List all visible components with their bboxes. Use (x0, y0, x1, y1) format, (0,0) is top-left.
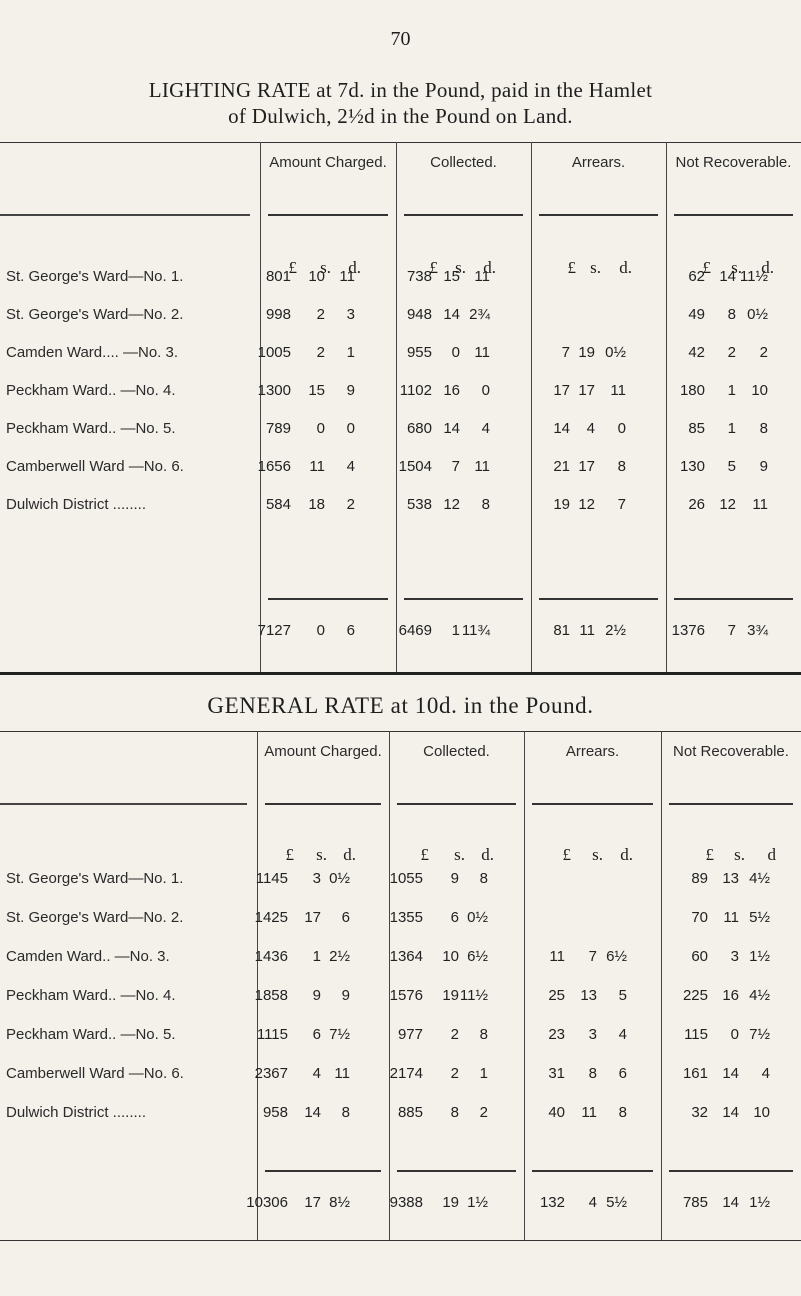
lighting-cell-not-recoverable: 49 (688, 306, 705, 323)
general-cell-charged: 2367 (254, 1065, 288, 1082)
general-cell-collected: 1364 (389, 948, 423, 965)
general-cell-collected: 977 (397, 1026, 423, 1043)
lighting-row-label: Peckham Ward.. —No. 5. (6, 420, 176, 437)
general-cell-collected: 1355 (389, 909, 423, 926)
lighting-total-rule (268, 598, 388, 600)
lighting-cell-collected: 14 (443, 420, 460, 437)
general-total-not-recoverable: 14 (722, 1194, 739, 1211)
general-cell-arrears: 7 (588, 948, 597, 965)
lighting-cell-charged: 801 (265, 268, 291, 285)
lighting-row-label: Camden Ward.... —No. 3. (6, 344, 179, 361)
general-total-collected: 19 (442, 1194, 459, 1211)
general-col-divider (661, 731, 662, 1240)
general-cell-not-recoverable: 14 (722, 1104, 739, 1121)
lighting-cell-collected: 1504 (398, 458, 432, 475)
lighting-cell-not-recoverable: 26 (688, 496, 705, 513)
lighting-cell-not-recoverable: 42 (688, 344, 705, 361)
general-cell-not-recoverable: 115 (684, 1026, 708, 1043)
general-cell-charged: 6 (341, 909, 350, 926)
general-unit-pence: d. (620, 845, 633, 864)
lighting-total-arrears: 81 (553, 622, 570, 639)
general-total-arrears: 132 (539, 1194, 565, 1211)
lighting-cell-collected: 738 (406, 268, 432, 285)
lighting-total-collected: 11¾ (461, 622, 490, 639)
general-total-collected: 9388 (389, 1194, 423, 1211)
lighting-total-not-recoverable: 3¾ (747, 622, 768, 639)
lighting-cell-collected: 1102 (399, 382, 432, 399)
general-unit-pounds: £ (562, 845, 571, 864)
general-unit-pence: d. (481, 845, 494, 864)
general-cell-arrears: 5 (618, 987, 627, 1004)
general-cell-not-recoverable: 10 (753, 1104, 770, 1121)
lighting-cell-not-recoverable: 9 (759, 458, 768, 475)
general-col-divider (524, 731, 525, 1240)
lighting-total-rule (674, 598, 793, 600)
lighting-cell-arrears: 0 (617, 420, 626, 437)
lighting-title-line1: LIGHTING RATE at 7d. in the Pound, paid in the Hamlet (148, 78, 653, 102)
general-unit-shillings: s. (454, 845, 465, 864)
general-stub-rule (0, 803, 247, 805)
general-cell-charged: 7½ (329, 1026, 350, 1043)
lighting-cell-collected: 680 (406, 420, 432, 437)
lighting-cell-arrears: 7 (617, 496, 626, 513)
general-total-charged: 17 (304, 1194, 321, 1211)
general-cell-not-recoverable: 3 (730, 948, 739, 965)
general-col-divider (389, 731, 390, 1240)
lighting-cell-arrears: 8 (617, 458, 626, 475)
general-total-rule (532, 1170, 653, 1172)
lighting-cell-arrears: 19 (578, 344, 595, 361)
general-cell-arrears: 13 (580, 987, 597, 1004)
general-header-arrears: Arrears. (565, 743, 620, 760)
lighting-unit-shillings: s. (590, 258, 601, 277)
lighting-cell-collected: 4 (481, 420, 490, 437)
general-cell-not-recoverable: 11 (723, 909, 739, 926)
general-cell-not-recoverable: 70 (691, 909, 708, 926)
general-total-charged: 10306 (246, 1194, 288, 1211)
general-cell-arrears: 8 (588, 1065, 597, 1082)
lighting-total-charged: 6 (346, 622, 355, 639)
general-cell-not-recoverable: 60 (691, 948, 708, 965)
lighting-cell-collected: 2¾ (469, 306, 490, 323)
general-cell-charged: 1425 (254, 909, 288, 926)
general-cell-charged: 2½ (329, 948, 350, 965)
general-total-rule (265, 1170, 381, 1172)
lighting-row-label: Peckham Ward.. —No. 4. (6, 382, 176, 399)
general-unit-shillings: s. (592, 845, 603, 864)
lighting-cell-charged: 1300 (257, 382, 291, 399)
general-cell-charged: 1115 (256, 1026, 288, 1043)
lighting-cell-charged: 0 (316, 420, 325, 437)
general-row-label: Camberwell Ward —No. 6. (6, 1065, 184, 1082)
lighting-cell-charged: 1005 (257, 344, 291, 361)
lighting-unit-pounds: £ (429, 258, 438, 277)
general-cell-arrears: 3 (588, 1026, 597, 1043)
general-cell-charged: 11 (334, 1065, 350, 1082)
general-rate-title: GENERAL RATE at 10d. in the Pound. (207, 693, 594, 718)
general-cell-charged: 0½ (329, 870, 350, 887)
general-total-rule (397, 1170, 516, 1172)
lighting-cell-charged: 789 (265, 420, 291, 437)
lighting-cell-not-recoverable: 1 (727, 382, 736, 399)
lighting-cell-charged: 11 (339, 268, 355, 285)
lighting-header-underline (404, 214, 523, 216)
general-row-label: Dulwich District ........ (6, 1104, 147, 1121)
general-cell-not-recoverable: 4½ (749, 987, 770, 1004)
lighting-row-label: St. George's Ward—No. 2. (6, 306, 184, 323)
lighting-cell-charged: 15 (308, 382, 325, 399)
lighting-cell-not-recoverable: 180 (679, 382, 705, 399)
general-header-underline (265, 803, 381, 805)
general-cell-not-recoverable: 161 (682, 1065, 708, 1082)
lighting-header-underline (674, 214, 793, 216)
page-number: 70 (390, 28, 411, 50)
general-cell-not-recoverable: 0 (730, 1026, 739, 1043)
general-cell-charged: 958 (262, 1104, 288, 1121)
lighting-cell-collected: 14 (443, 306, 460, 323)
lighting-cell-collected: 538 (406, 496, 432, 513)
lighting-cell-collected: 0 (451, 344, 460, 361)
lighting-cell-not-recoverable: 5 (727, 458, 736, 475)
lighting-cell-collected: 11 (474, 458, 490, 475)
lighting-cell-charged: 0 (346, 420, 355, 437)
lighting-stub-rule (0, 214, 250, 216)
general-cell-not-recoverable: 5½ (749, 909, 770, 926)
general-cell-arrears: 6 (618, 1065, 627, 1082)
lighting-header-collected: Collected. (430, 154, 497, 171)
lighting-rate-title (0, 77, 801, 129)
general-cell-collected: 8 (450, 1104, 459, 1121)
general-cell-arrears: 25 (548, 987, 565, 1004)
general-cell-not-recoverable: 89 (691, 870, 708, 887)
lighting-top-rule (0, 142, 801, 143)
lighting-cell-not-recoverable: 0½ (747, 306, 768, 323)
general-cell-arrears: 23 (548, 1026, 565, 1043)
lighting-cell-not-recoverable: 11½ (739, 268, 768, 285)
general-cell-arrears: 11 (581, 1104, 597, 1121)
lighting-total-charged: 7127 (257, 622, 291, 639)
lighting-cell-charged: 2 (346, 496, 355, 513)
lighting-row-label: St. George's Ward—No. 1. (6, 268, 184, 285)
lighting-total-collected: 6469 (398, 622, 432, 639)
lighting-cell-not-recoverable: 2 (759, 344, 768, 361)
lighting-unit-shillings: s. (731, 258, 742, 277)
general-total-not-recoverable: 1½ (749, 1194, 770, 1211)
lighting-unit-pence: d. (348, 258, 361, 277)
general-header-underline (669, 803, 793, 805)
lighting-cell-arrears: 4 (586, 420, 595, 437)
general-cell-collected: 6 (450, 909, 459, 926)
lighting-col-divider (666, 142, 667, 672)
general-col-divider (257, 731, 258, 1240)
lighting-cell-collected: 12 (443, 496, 460, 513)
lighting-cell-charged: 2 (316, 344, 325, 361)
lighting-cell-collected: 7 (451, 458, 460, 475)
general-unit-pence: d (767, 845, 776, 864)
lighting-cell-arrears: 14 (553, 420, 570, 437)
lighting-cell-collected: 948 (406, 306, 432, 323)
general-cell-arrears: 11 (549, 948, 565, 965)
general-cell-charged: 3 (312, 870, 321, 887)
lighting-cell-arrears: 12 (578, 496, 595, 513)
lighting-cell-collected: 15 (443, 268, 460, 285)
lighting-unit-pounds: £ (567, 258, 576, 277)
general-total-charged: 8½ (329, 1194, 350, 1211)
lighting-cell-not-recoverable: 8 (759, 420, 768, 437)
general-cell-arrears: 4 (618, 1026, 627, 1043)
general-cell-not-recoverable: 225 (682, 987, 708, 1004)
lighting-cell-not-recoverable: 1 (727, 420, 736, 437)
lighting-col-divider (260, 142, 261, 672)
lighting-cell-arrears: 19 (553, 496, 570, 513)
general-row-label: St. George's Ward—No. 1. (6, 870, 184, 887)
general-cell-charged: 9 (312, 987, 321, 1004)
lighting-total-not-recoverable: 7 (727, 622, 736, 639)
lighting-cell-not-recoverable: 2 (727, 344, 736, 361)
general-top-rule (0, 731, 801, 732)
lighting-col-divider (396, 142, 397, 672)
general-row-label: Peckham Ward.. —No. 5. (6, 1026, 176, 1043)
general-cell-collected: 10 (442, 948, 459, 965)
general-total-collected: 1½ (467, 1194, 488, 1211)
lighting-cell-collected: 8 (481, 496, 490, 513)
general-cell-collected: 0½ (467, 909, 488, 926)
lighting-cell-arrears: 0½ (605, 344, 626, 361)
lighting-unit-shillings: s. (320, 258, 331, 277)
lighting-cell-charged: 9 (346, 382, 355, 399)
general-total-not-recoverable: 785 (682, 1194, 708, 1211)
lighting-cell-charged: 10 (308, 268, 325, 285)
general-unit-pounds: £ (285, 845, 294, 864)
lighting-bottom-rule (0, 672, 801, 675)
general-cell-collected: 1055 (389, 870, 423, 887)
lighting-total-collected: 1 (451, 622, 460, 639)
general-cell-arrears: 6½ (606, 948, 627, 965)
lighting-cell-collected: 16 (443, 382, 460, 399)
general-header-underline (397, 803, 516, 805)
lighting-cell-not-recoverable: 85 (688, 420, 705, 437)
lighting-total-charged: 0 (316, 622, 325, 639)
lighting-total-rule (404, 598, 523, 600)
lighting-cell-arrears: 17 (553, 382, 570, 399)
general-cell-collected: 19 (442, 987, 459, 1004)
general-cell-not-recoverable: 1½ (749, 948, 770, 965)
general-cell-not-recoverable: 13 (722, 870, 739, 887)
lighting-unit-pounds: £ (702, 258, 711, 277)
general-header-underline (532, 803, 653, 805)
general-cell-charged: 1145 (255, 870, 288, 887)
lighting-cell-not-recoverable: 10 (751, 382, 768, 399)
general-cell-charged: 4 (312, 1065, 321, 1082)
lighting-cell-charged: 998 (265, 306, 291, 323)
lighting-cell-charged: 1 (346, 344, 355, 361)
lighting-cell-arrears: 7 (561, 344, 570, 361)
lighting-total-arrears: 2½ (605, 622, 626, 639)
general-cell-charged: 14 (304, 1104, 321, 1121)
general-cell-not-recoverable: 16 (722, 987, 739, 1004)
lighting-unit-pence: d. (483, 258, 496, 277)
general-row-label: St. George's Ward—No. 2. (6, 909, 184, 926)
lighting-total-rule (539, 598, 658, 600)
general-unit-pence: d. (343, 845, 356, 864)
general-cell-charged: 6 (312, 1026, 321, 1043)
general-cell-charged: 17 (304, 909, 321, 926)
lighting-cell-not-recoverable: 12 (719, 496, 736, 513)
lighting-cell-charged: 4 (346, 458, 355, 475)
general-total-rule (669, 1170, 793, 1172)
general-unit-shillings: s. (734, 845, 745, 864)
general-cell-not-recoverable: 4 (761, 1065, 770, 1082)
general-total-arrears: 4 (588, 1194, 597, 1211)
lighting-cell-arrears: 11 (610, 382, 626, 399)
lighting-cell-charged: 18 (308, 496, 325, 513)
lighting-cell-not-recoverable: 8 (727, 306, 736, 323)
general-unit-shillings: s. (316, 845, 327, 864)
lighting-col-divider (531, 142, 532, 672)
lighting-cell-collected: 0 (481, 382, 490, 399)
general-row-label: Peckham Ward.. —No. 4. (6, 987, 176, 1004)
general-cell-collected: 11½ (459, 987, 488, 1004)
general-cell-charged: 1436 (254, 948, 288, 965)
general-cell-not-recoverable: 4½ (749, 870, 770, 887)
general-cell-arrears: 8 (618, 1104, 627, 1121)
general-cell-not-recoverable: 14 (722, 1065, 739, 1082)
lighting-cell-charged: 11 (309, 458, 325, 475)
lighting-header-not-recoverable: Not Recoverable. (675, 154, 792, 171)
lighting-total-not-recoverable: 1376 (671, 622, 705, 639)
lighting-cell-charged: 2 (316, 306, 325, 323)
general-cell-collected: 2 (479, 1104, 488, 1121)
lighting-cell-charged: 1656 (257, 458, 291, 475)
general-unit-pounds: £ (705, 845, 714, 864)
lighting-unit-pounds: £ (288, 258, 297, 277)
general-cell-collected: 8 (479, 870, 488, 887)
general-cell-not-recoverable: 32 (691, 1104, 708, 1121)
lighting-header-underline (268, 214, 388, 216)
general-header-charged: Amount Charged. (264, 743, 382, 760)
general-cell-collected: 8 (479, 1026, 488, 1043)
lighting-row-label: Camberwell Ward —No. 6. (6, 458, 184, 475)
general-cell-collected: 6½ (467, 948, 488, 965)
general-header-collected: Collected. (423, 743, 490, 760)
lighting-cell-collected: 11 (474, 344, 490, 361)
lighting-cell-not-recoverable: 62 (688, 268, 705, 285)
lighting-header-arrears: Arrears. (571, 154, 626, 171)
lighting-cell-charged: 584 (265, 496, 291, 513)
general-total-arrears: 5½ (606, 1194, 627, 1211)
general-cell-collected: 2174 (389, 1065, 423, 1082)
lighting-row-label: Dulwich District ........ (6, 496, 147, 513)
lighting-title-line2: of Dulwich, 2½d in the Pound on Land. (228, 104, 573, 128)
lighting-cell-charged: 3 (346, 306, 355, 323)
general-cell-collected: 2 (450, 1026, 459, 1043)
general-cell-collected: 1576 (389, 987, 423, 1004)
general-header-not-recoverable: Not Recoverable. (673, 743, 789, 760)
lighting-cell-arrears: 21 (553, 458, 570, 475)
general-cell-collected: 1 (479, 1065, 488, 1082)
general-bottom-rule (0, 1240, 801, 1241)
lighting-total-arrears: 11 (579, 622, 595, 639)
general-cell-arrears: 31 (548, 1065, 565, 1082)
general-cell-collected: 9 (450, 870, 459, 887)
lighting-cell-arrears: 17 (578, 382, 595, 399)
general-row-label: Camden Ward.. —No. 3. (6, 948, 170, 965)
lighting-unit-pence: d. (761, 258, 774, 277)
general-cell-charged: 8 (341, 1104, 350, 1121)
general-cell-collected: 885 (397, 1104, 423, 1121)
general-cell-charged: 1 (312, 948, 321, 965)
lighting-unit-shillings: s. (455, 258, 466, 277)
lighting-cell-not-recoverable: 14 (719, 268, 736, 285)
lighting-cell-collected: 955 (406, 344, 432, 361)
general-cell-not-recoverable: 7½ (749, 1026, 770, 1043)
general-cell-charged: 1858 (254, 987, 288, 1004)
lighting-unit-pence: d. (619, 258, 632, 277)
lighting-header-charged: Amount Charged. (269, 154, 387, 171)
lighting-cell-not-recoverable: 11 (752, 496, 768, 513)
general-cell-charged: 9 (341, 987, 350, 1004)
general-cell-collected: 2 (450, 1065, 459, 1082)
lighting-cell-collected: 11 (474, 268, 490, 285)
lighting-header-underline (539, 214, 658, 216)
lighting-cell-not-recoverable: 130 (679, 458, 705, 475)
general-unit-pounds: £ (420, 845, 429, 864)
general-cell-arrears: 40 (548, 1104, 565, 1121)
lighting-cell-arrears: 17 (578, 458, 595, 475)
